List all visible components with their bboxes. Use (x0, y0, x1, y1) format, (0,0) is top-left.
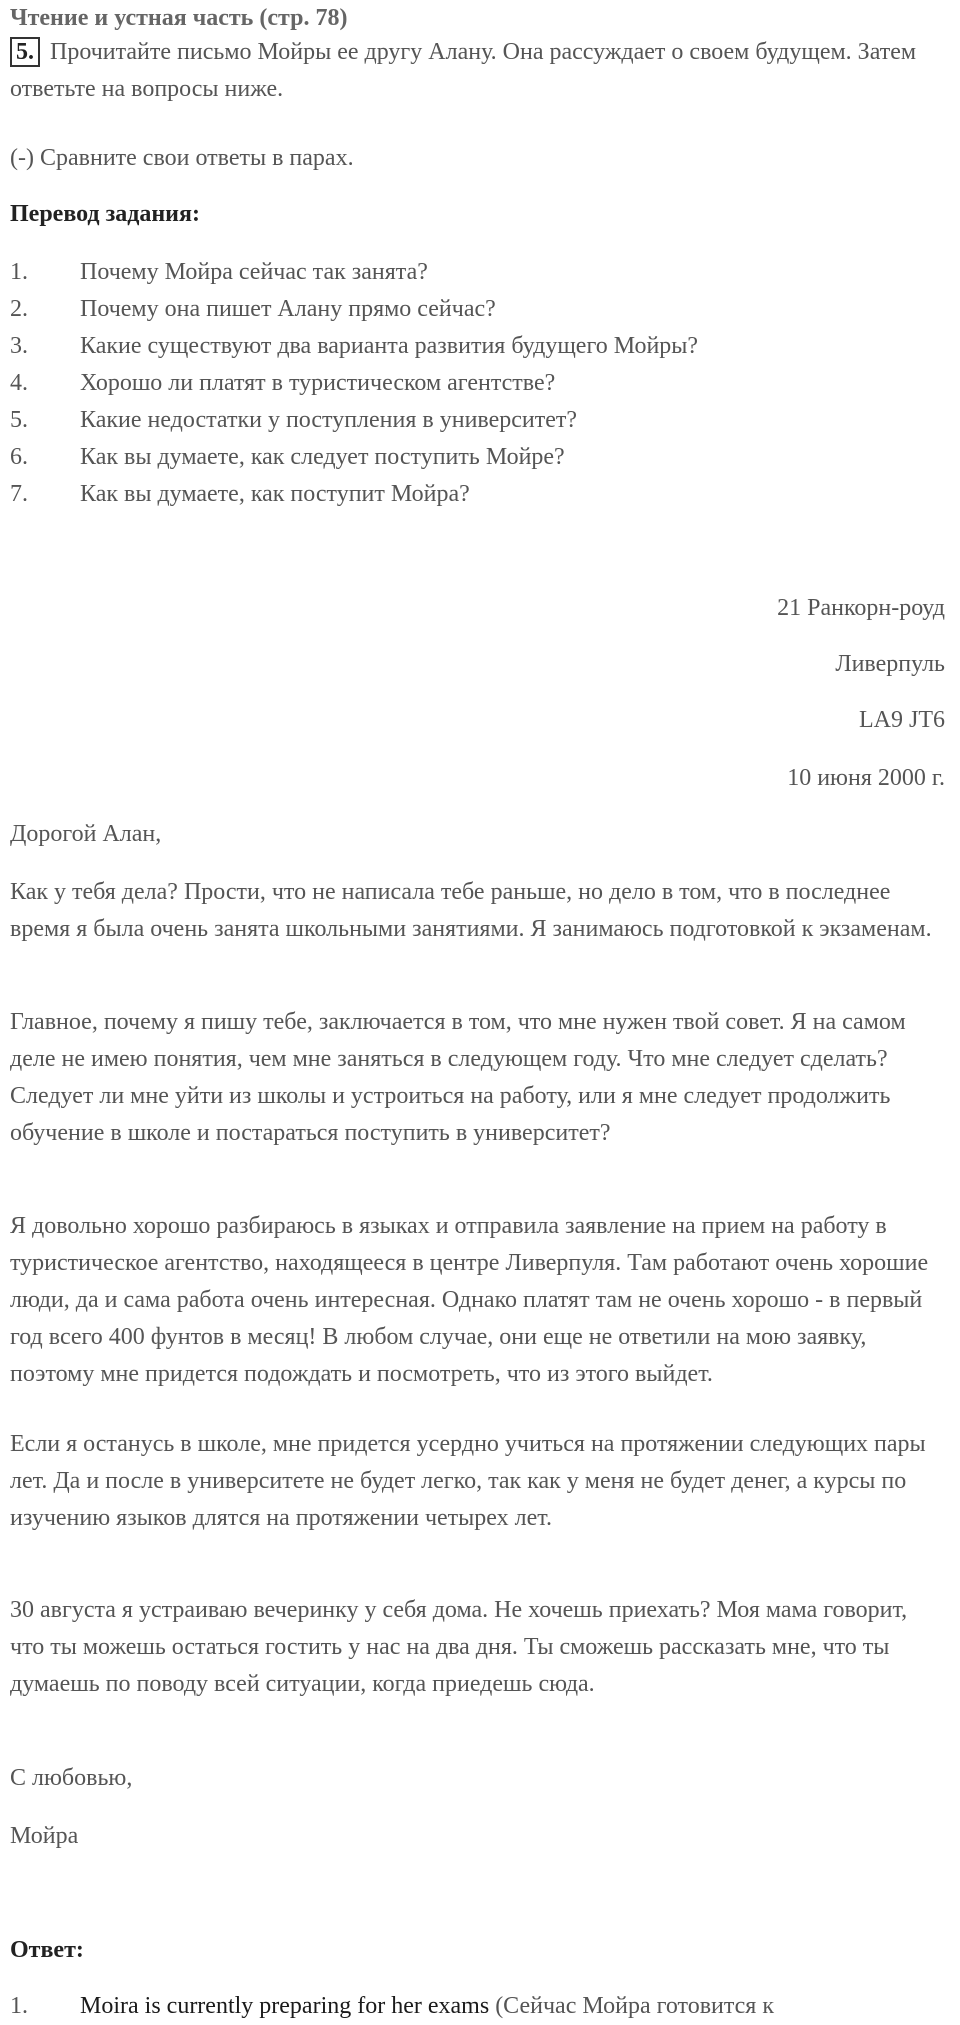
question-item: 5. Какие недостатки у поступления в университет? (10, 407, 578, 433)
section-title: Чтение и устная часть (стр. 78) (10, 5, 348, 31)
task-number: 5. (10, 37, 40, 67)
question-item: 6. Как вы думаете, как следует поступить Мойре? (10, 444, 565, 470)
answer-russian: (Сейчас Мойра готовится к (495, 1993, 774, 2019)
letter-closing: С любовью, (10, 1765, 133, 1791)
task-text: Прочитайте письмо Мойры ее другу Алану. Она рассуждает о своем будущем. Затем ответьте на вопросы ниже. (10, 39, 917, 102)
letter-address-line3: LA9 JT6 (859, 707, 945, 733)
question-item: 3. Какие существуют два варианта развития будущего Мойры? (10, 333, 699, 359)
letter-address-line1: 21 Ранкорн-роуд (777, 595, 945, 621)
letter-address-line2: Ливерпуль (835, 651, 945, 677)
answer-heading: Ответ: (10, 1937, 84, 1963)
letter-paragraph: Главное, почему я пишу тебе, заключается в том, что мне нужен твой совет. Я на самом деле не имею понятия, чем мне заняться в следующем году. Что мне следует сделать? Следует ли мне уйти из школы и устроиться на работу, или я мне следует продолжить обучение в школе и постараться поступить в университет? (10, 1009, 906, 1146)
question-item: 2. Почему она пишет Алану прямо сейчас? (10, 296, 496, 322)
translation-heading: Перевод задания: (10, 201, 200, 227)
question-item: 7. Как вы думаете, как поступит Мойра? (10, 481, 470, 507)
task-instruction (10, 34, 945, 108)
letter-greeting: Дорогой Алан, (10, 821, 162, 847)
letter-date: 10 июня 2000 г. (787, 765, 945, 791)
answer-english: Moira is currently preparing for her exams (80, 1993, 490, 2019)
letter-paragraph: 30 августа я устраиваю вечеринку у себя дома. Не хочешь приехать? Моя мама говорит, что ты можешь остаться гостить у нас на два дня. Ты сможешь рассказать мне, что ты думаешь по поводу всей ситуации, когда приедешь сюда. (10, 1597, 908, 1697)
letter-signature: Мойра (10, 1823, 79, 1849)
letter-paragraph: Как у тебя дела? Прости, что не написала тебе раньше, но дело в том, что в последнее время я была очень занята школьными занятиями. Я занимаюсь подготовкой к экзаменам. (10, 879, 932, 942)
answer-list (10, 1988, 945, 2025)
letter-paragraph: Я довольно хорошо разбираюсь в языках и отправила заявление на прием на работу в туристическое агентство, находящееся в центре Ливерпуля. Там работают очень хорошие люди, да и сама работа очень интересная. Однако платят там не очень хорошо - в первый год всего 400 фунтов в месяц! В любом случае, они еще не ответили на мою заявку, поэтому мне придется подождать и посмотреть, что из этого выйдет. (10, 1213, 929, 1387)
pair-note: (-) Сравните свои ответы в парах. (10, 145, 354, 171)
letter-paragraph: Если я останусь в школе, мне придется усердно учиться на протяжении следующих пары лет. Да и после в университете не будет легко, так как у меня не будет денег, а курсы по изучению языков длятся на протяжении четырех лет. (10, 1431, 926, 1531)
question-list (10, 254, 945, 513)
question-item: 4. Хорошо ли платят в туристическом агентстве? (10, 370, 556, 396)
question-item: 1. Почему Мойра сейчас так занята? (10, 259, 428, 285)
answer-item: 1. Moira is currently preparing for her exams (Сейчас Мойра готовится к (10, 1993, 774, 2019)
